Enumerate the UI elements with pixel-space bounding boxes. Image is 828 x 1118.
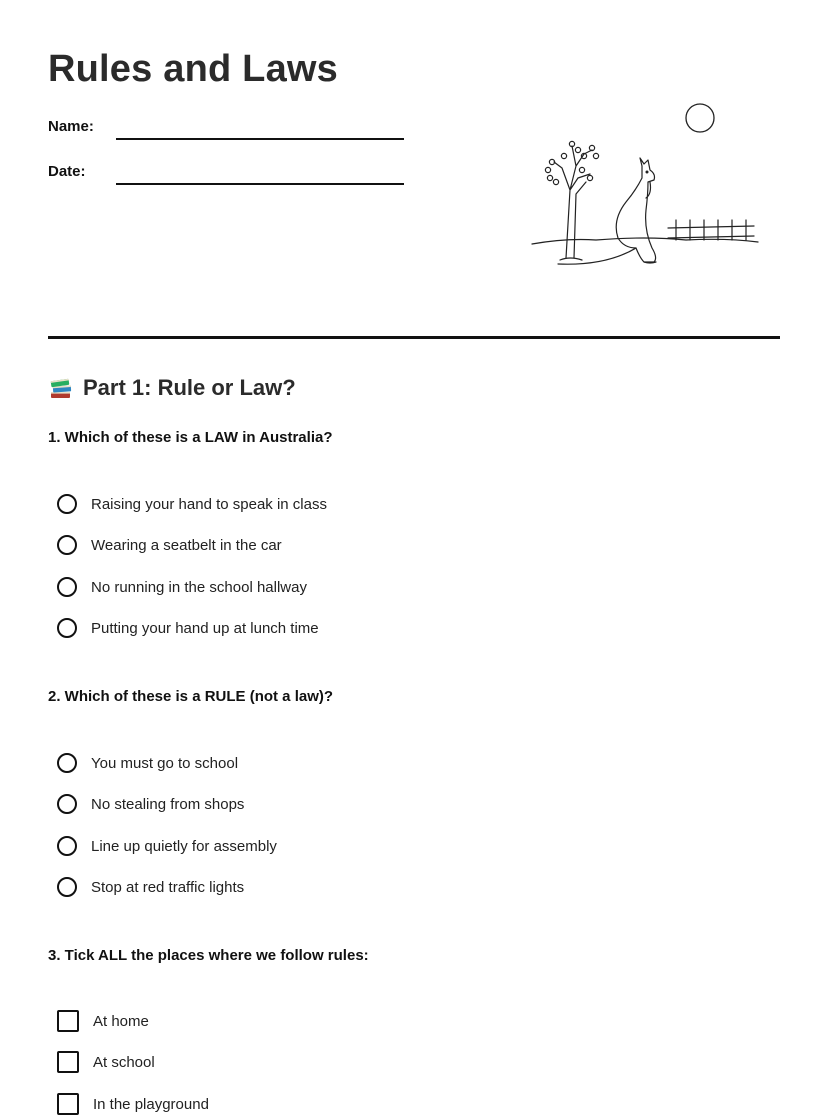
q3-option-1[interactable] — [57, 1008, 149, 1034]
option-label: No stealing from shops — [91, 795, 245, 813]
option-label: Line up quietly for assembly — [91, 837, 277, 855]
outback-illustration — [526, 98, 762, 274]
radio-button[interactable] — [57, 794, 77, 814]
option-label: Putting your hand up at lunch time — [91, 619, 319, 637]
option-label: No running in the school hallway — [91, 578, 307, 596]
option-label: In the playground — [93, 1095, 209, 1113]
checkbox[interactable] — [57, 1093, 79, 1115]
option-label: At school — [93, 1053, 155, 1071]
checkbox[interactable] — [57, 1051, 79, 1073]
part1-heading-text: Part 1: Rule or Law? — [83, 375, 296, 400]
sun-icon — [686, 104, 714, 132]
radio-button[interactable] — [57, 618, 77, 638]
q1-option-3[interactable] — [57, 574, 307, 600]
name-label: Name: — [48, 118, 94, 135]
option-label: Wearing a seatbelt in the car — [91, 536, 282, 554]
date-field[interactable] — [48, 163, 408, 193]
option-label: Raising your hand to speak in class — [91, 495, 327, 513]
section-divider — [48, 336, 780, 339]
date-label: Date: — [48, 163, 86, 180]
kangaroo-icon — [558, 158, 656, 264]
ground-line — [532, 238, 758, 244]
q2-option-1[interactable] — [57, 750, 238, 776]
question-2: 2. Which of these is a RULE (not a law)? — [48, 688, 334, 705]
question-3: 3. Tick ALL the places where we follow rules: — [48, 947, 369, 964]
checkbox[interactable] — [57, 1010, 79, 1032]
date-input-line[interactable] — [116, 183, 404, 185]
radio-button[interactable] — [57, 877, 77, 897]
q1-option-1[interactable] — [57, 491, 327, 517]
books-icon — [48, 375, 74, 401]
tree-icon — [545, 141, 598, 260]
q1-option-4[interactable] — [57, 615, 319, 641]
radio-button[interactable] — [57, 753, 77, 773]
q2-option-3[interactable] — [57, 833, 277, 859]
option-label: Stop at red traffic lights — [91, 878, 245, 896]
name-input-line[interactable] — [116, 138, 404, 140]
question-1: 1. Which of these is a LAW in Australia? — [48, 429, 333, 446]
q3-option-2[interactable] — [57, 1049, 155, 1075]
option-label: You must go to school — [91, 754, 239, 772]
part1-heading — [48, 375, 296, 401]
fence-icon — [668, 220, 754, 240]
radio-button[interactable] — [57, 836, 77, 856]
option-label: At home — [93, 1012, 149, 1030]
radio-button[interactable] — [57, 494, 77, 514]
q1-option-2[interactable] — [57, 532, 282, 558]
page-title: Rules and Laws — [48, 48, 338, 90]
name-field[interactable] — [48, 118, 408, 148]
radio-button[interactable] — [57, 577, 77, 597]
q2-option-4[interactable] — [57, 874, 244, 900]
radio-button[interactable] — [57, 535, 77, 555]
q2-option-2[interactable] — [57, 791, 244, 817]
q3-option-3[interactable] — [57, 1091, 209, 1117]
